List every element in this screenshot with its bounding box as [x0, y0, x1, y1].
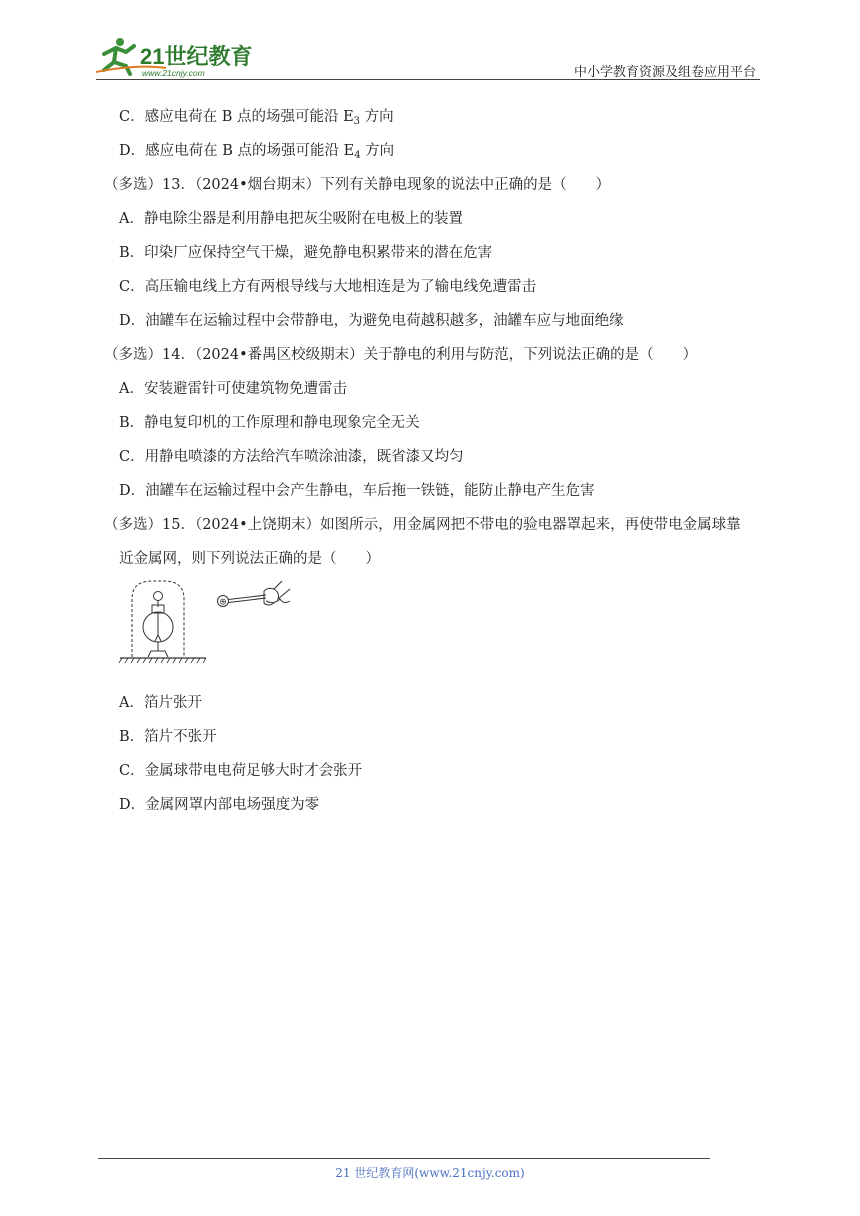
page-footer: 21 世纪教育网(www.21cnjy.com) — [335, 1166, 525, 1180]
line-text: B．箔片不张开 — [119, 729, 217, 745]
subscript: 4 — [354, 150, 361, 161]
answer-option — [119, 379, 347, 399]
logo-url: www.21cnjy.com — [142, 68, 205, 78]
line-text: D．金属网罩内部电场强度为零 — [119, 797, 320, 813]
answer-option — [119, 727, 217, 747]
page-header — [96, 30, 760, 80]
line-text: C．高压输电线上方有两根导线与大地相连是为了输电线免遭雷击 — [119, 279, 537, 295]
platform-title: 中小学教育资源及组卷应用平台 — [573, 65, 756, 80]
answer-option — [119, 141, 394, 161]
question-stem — [104, 515, 741, 535]
line-text: A．静电除尘器是利用静电把灰尘吸附在电极上的装置 — [119, 211, 463, 227]
line-text: A．箔片张开 — [119, 695, 202, 711]
line-text-after: 方向 — [360, 109, 394, 125]
answer-option — [119, 447, 464, 467]
answer-option — [119, 481, 595, 501]
charge-symbol: ⊕ — [219, 597, 227, 608]
line-text: A．安装避雷针可使建筑物免遭雷击 — [119, 381, 347, 397]
footer-rule — [98, 1158, 710, 1159]
line-text: D．油罐车在运输过程中会产生静电，车后拖一铁链，能防止静电产生危害 — [119, 483, 595, 499]
answer-option — [119, 277, 536, 297]
answer-option — [119, 761, 362, 781]
answer-option — [119, 243, 492, 263]
line-text: B．印染厂应保持空气干燥，避免静电积累带来的潜在危害 — [119, 245, 493, 261]
line-text: （多选）15．（2024•上饶期末）如图所示，用金属网把不带电的验电器罩起来，再使带电金属球靠 — [104, 517, 741, 533]
line-text-after: 方向 — [360, 143, 395, 159]
answer-option — [119, 209, 463, 229]
line-text: D．感应电荷在 B 点的场强可能沿 E — [119, 143, 355, 159]
line-text: C．用静电喷漆的方法给汽车喷涂油漆，既省漆又均匀 — [119, 449, 464, 465]
line-text: B．静电复印机的工作原理和静电现象完全无关 — [119, 415, 420, 431]
question-stem — [104, 175, 610, 195]
answer-option — [119, 413, 420, 433]
answer-option — [119, 795, 319, 815]
answer-option — [119, 311, 624, 331]
question-stem — [104, 345, 697, 365]
line-text: 近金属网，则下列说法正确的是（ ） — [119, 551, 380, 567]
line-text: C．感应电荷在 B 点的场强可能沿 E — [119, 109, 354, 125]
answer-option — [119, 693, 202, 713]
logo-text: 21世纪教育 — [140, 44, 253, 69]
line-text: C．金属球带电电荷足够大时才会张开 — [119, 763, 363, 779]
line-text: （多选）13．（2024•烟台期末）下列有关静电现象的说法中正确的是（ ） — [104, 177, 611, 193]
answer-option — [119, 107, 394, 127]
question-stem-continued — [119, 549, 380, 569]
electroscope-figure — [118, 577, 298, 677]
line-text: （多选）14．（2024•番禺区校级期末）关于静电的利用与防范，下列说法正确的是（ ） — [104, 347, 698, 363]
subscript: 3 — [353, 116, 361, 127]
header-rule — [96, 79, 760, 80]
site-logo — [96, 34, 266, 78]
line-text: D．油罐车在运输过程中会带静电，为避免电荷越积越多，油罐车应与地面绝缘 — [119, 313, 624, 329]
